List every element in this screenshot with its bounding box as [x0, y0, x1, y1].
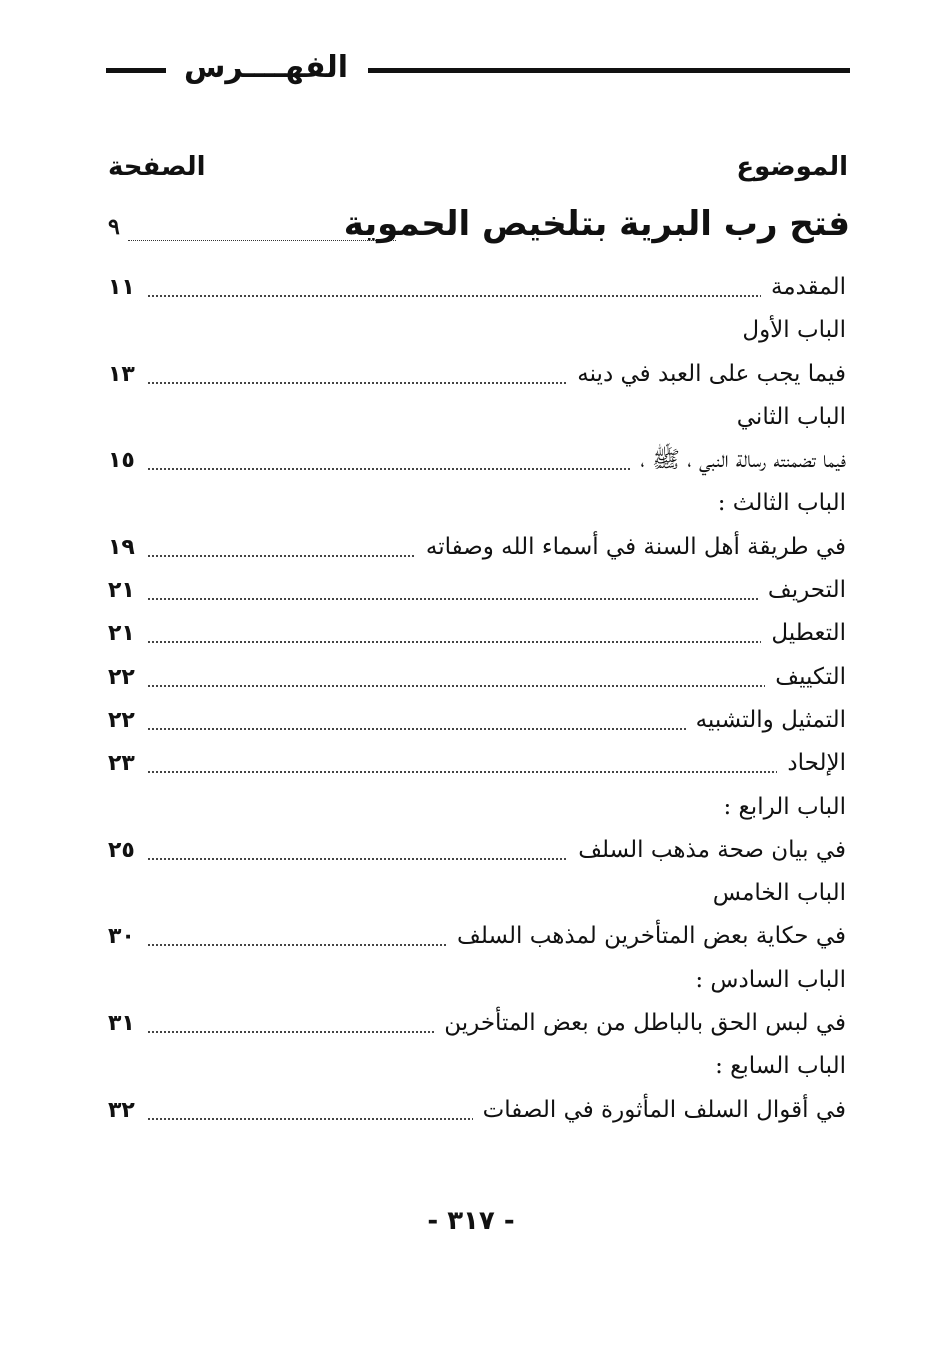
toc-entry: [108, 1091, 846, 1134]
dot-leader: [148, 641, 846, 643]
toc-entry-text: الباب الخامس: [703, 878, 846, 908]
page-header: [106, 48, 850, 92]
toc-entry-page: ١٥: [108, 448, 135, 474]
page-number: - ٣١٧ -: [427, 1206, 515, 1236]
dot-leader: [148, 295, 846, 297]
toc-entry: [108, 528, 846, 571]
toc-entry-text: الإلحاد: [777, 748, 846, 778]
toc-entry-page: ٢٢: [108, 707, 135, 733]
toc-entry-text: التمثيل والتشبيه: [686, 705, 846, 735]
toc-entry-page: ٢١: [108, 578, 135, 604]
toc-entry: [108, 614, 846, 657]
toc-entry-text: التكييف: [765, 662, 846, 692]
toc-entry-text: المقدمة: [761, 272, 846, 302]
toc-entry-text: الباب السادس :: [685, 965, 846, 995]
toc-entry-text: التحريف: [758, 575, 846, 605]
toc-entry: [108, 744, 846, 787]
toc-entry: [108, 398, 846, 441]
header-title: الفهــــرس: [183, 50, 348, 85]
book-title: فتح رب البرية بتلخيص الحموية: [343, 204, 850, 244]
toc-entry-text: الباب الأول: [732, 315, 846, 345]
toc-entry-page: ٢٢: [108, 664, 135, 690]
column-head-topic: الموضوع: [736, 152, 848, 182]
toc-entry-page: ١١: [108, 275, 135, 300]
toc-list: [108, 268, 846, 1134]
toc-entry: [108, 701, 846, 744]
toc-entry-page: ٢٥: [108, 837, 135, 863]
toc-entry-text: الباب الرابع :: [714, 792, 847, 822]
column-head-page: الصفحة: [108, 152, 206, 182]
toc-entry-page: ٣٢: [108, 1097, 135, 1123]
toc-entry-text: الباب الثاني: [727, 402, 846, 432]
toc-entry-text: في طريقة أهل السنة في أسماء الله وصفاته: [416, 532, 846, 562]
toc-entry: [108, 484, 846, 527]
dot-leader: [148, 685, 846, 687]
toc-entry: [108, 1047, 846, 1090]
toc-entry: [108, 874, 846, 917]
dot-leader: [148, 598, 846, 600]
toc-entry-text: الباب الثالث :: [708, 488, 846, 518]
toc-entry-page: ١٣: [108, 361, 135, 387]
header-rule-right: [368, 68, 850, 73]
toc-entry: [108, 658, 846, 701]
toc-entry: [108, 311, 846, 354]
dot-leader: [148, 771, 846, 773]
toc-entry: [108, 961, 846, 1004]
toc-entry-text: فيما تضمنته رسالة النبي ، ﷺ ،: [630, 445, 846, 475]
toc-entry-page: ٣٠: [108, 924, 135, 950]
toc-entry-text: الباب السابع :: [705, 1051, 846, 1081]
toc-entry-page: ٢٣: [108, 751, 135, 777]
toc-entry: [108, 355, 846, 398]
toc-entry-text: في لبس الحق بالباطل من بعض المتأخرين: [434, 1008, 846, 1038]
toc-entry: [108, 831, 846, 874]
toc-entry-text: في حكاية بعض المتأخرين لمذهب السلف: [447, 921, 846, 951]
header-rule-left: [106, 68, 166, 73]
toc-entry: [108, 917, 846, 960]
toc-entry-page: ٢١: [108, 621, 135, 647]
toc-entry-text: في بيان صحة مذهب السلف: [568, 835, 846, 865]
toc-entry: [108, 571, 846, 614]
toc-entry: [108, 788, 846, 831]
toc-entry: [108, 441, 846, 484]
toc-entry: [108, 268, 846, 311]
toc-entry-page: ٣١: [108, 1011, 135, 1037]
toc-entry-text: التعطيل: [761, 618, 846, 648]
toc-entry-text: فيما يجب على العبد في دينه: [567, 359, 846, 389]
toc-entry-page: ١٩: [108, 534, 135, 560]
toc-entry-text: في أقوال السلف المأثورة في الصفات: [473, 1095, 846, 1125]
toc-entry: [108, 1004, 846, 1047]
book-title-page: ٩: [108, 214, 120, 240]
book-title-row: [106, 204, 850, 256]
